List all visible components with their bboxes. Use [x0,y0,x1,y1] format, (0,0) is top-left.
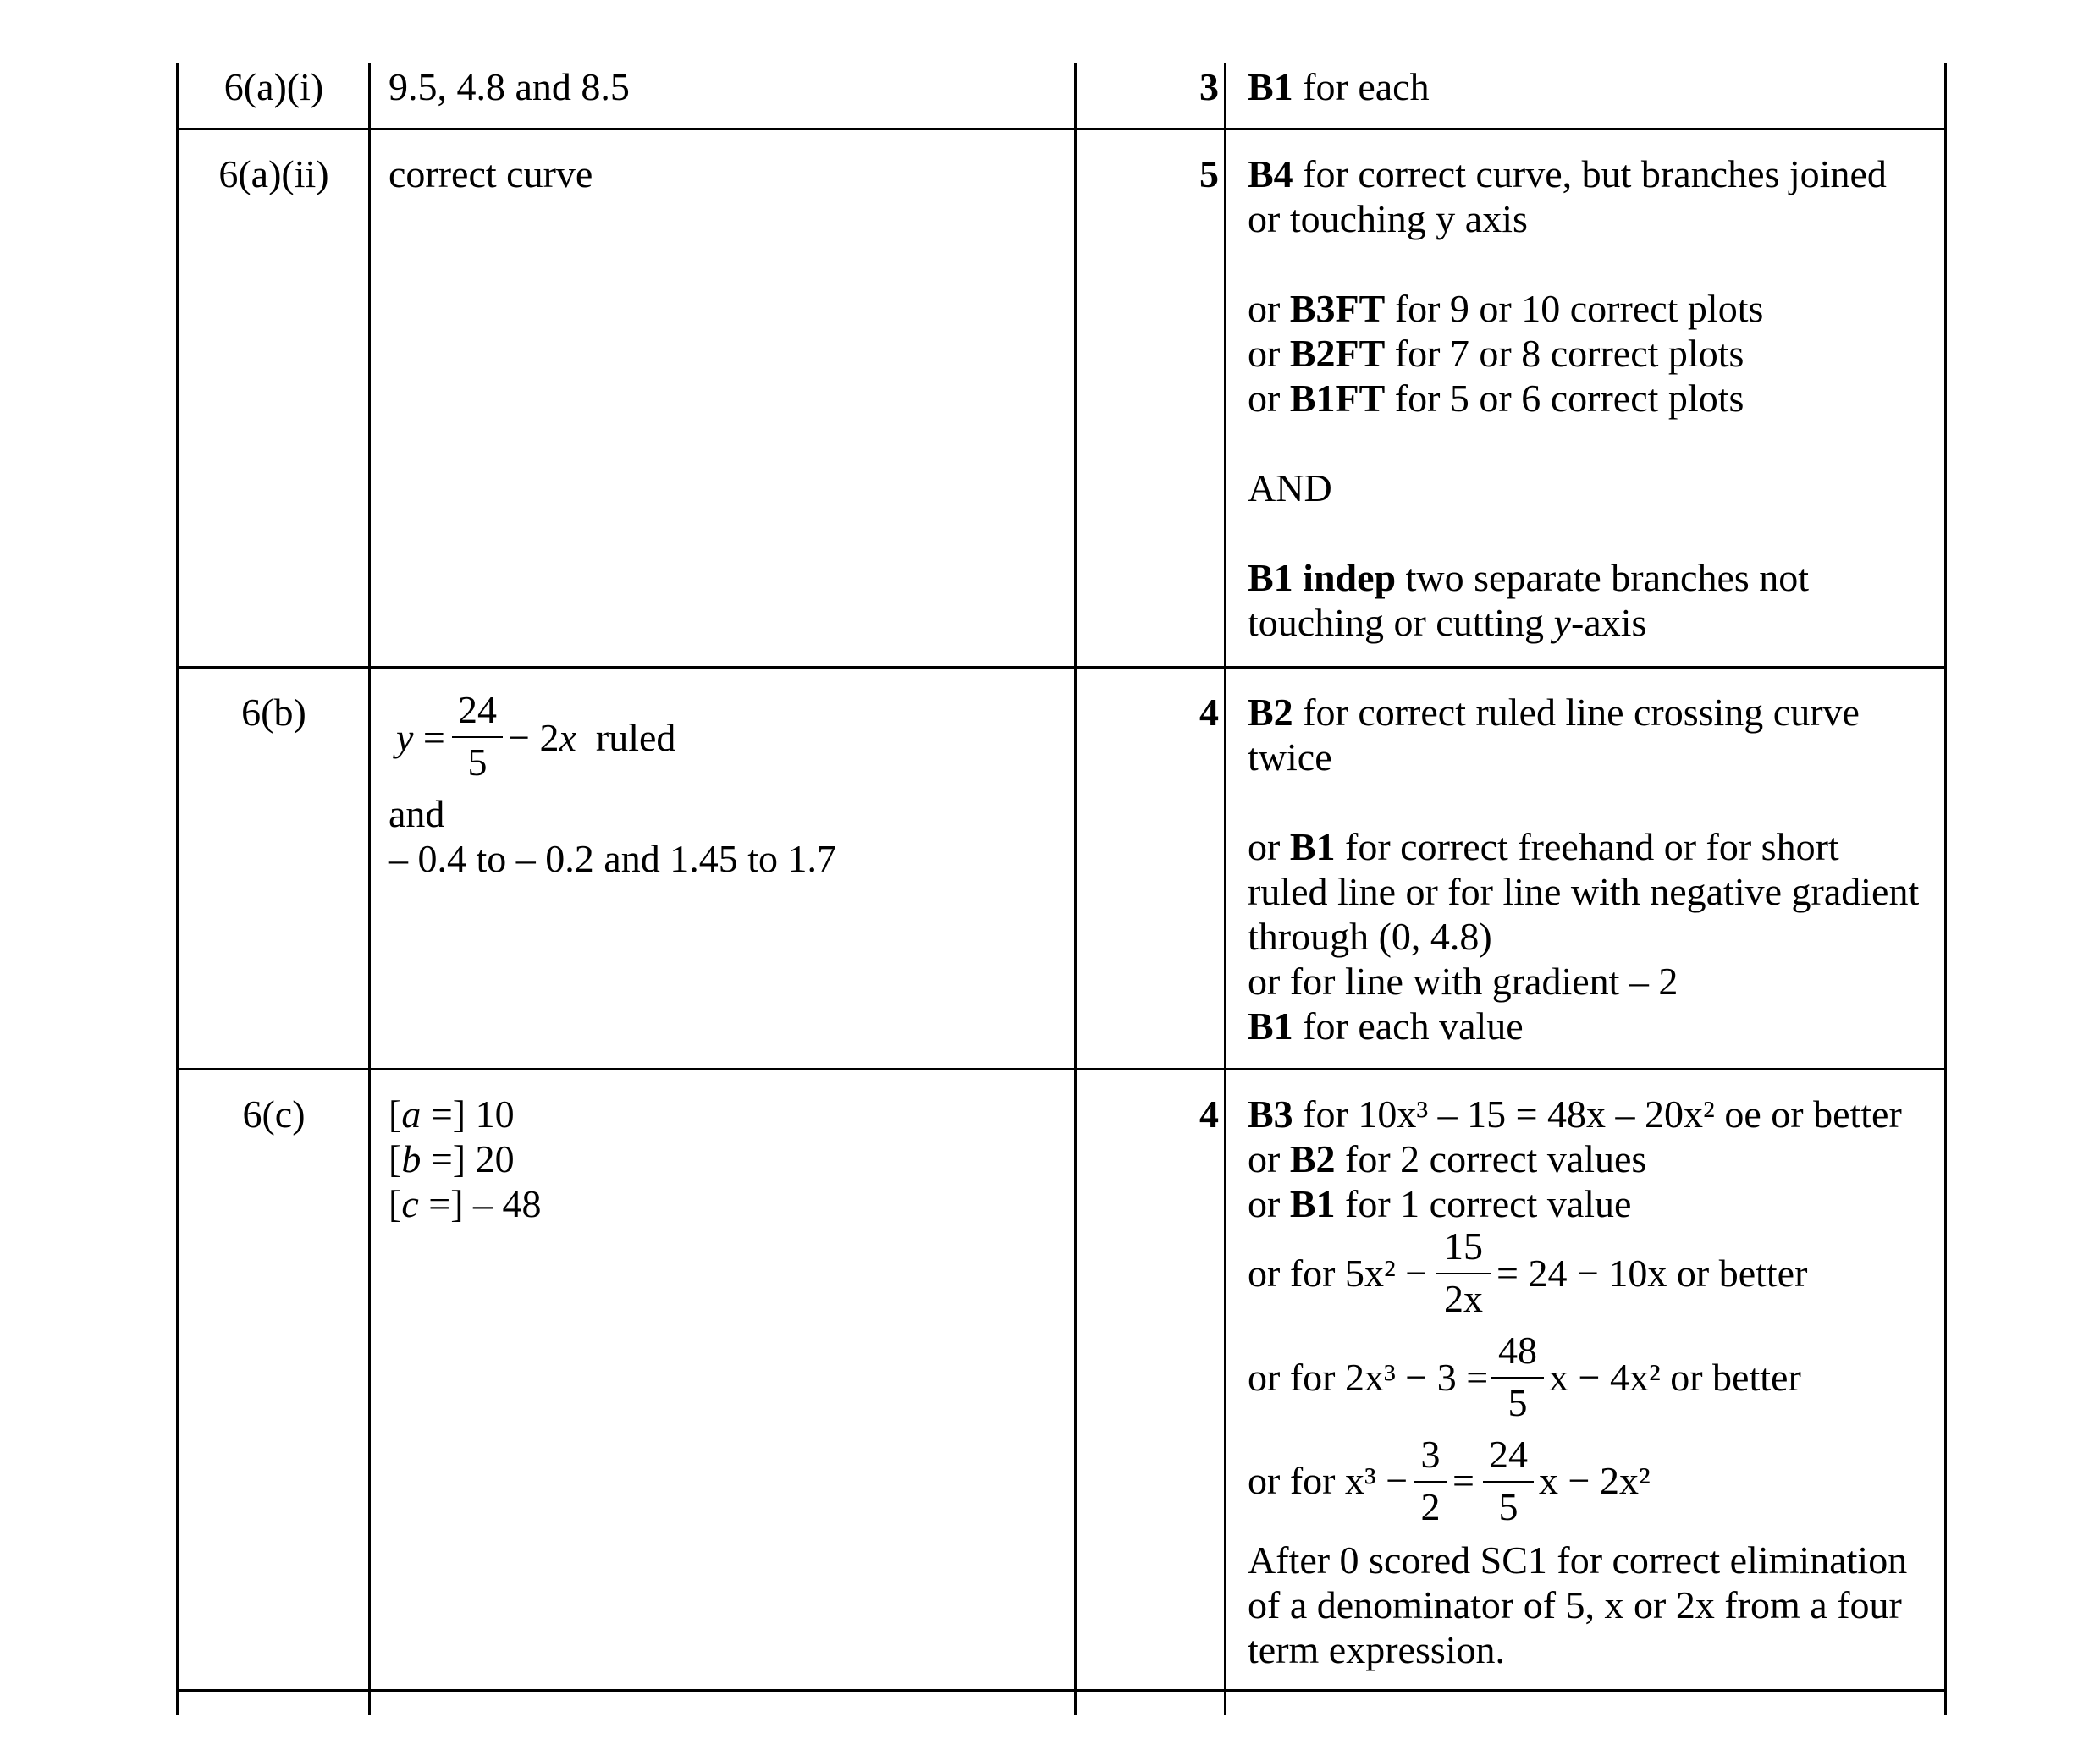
marks-value: 4 [1199,691,1219,734]
marks-value: 5 [1199,152,1219,195]
answer-text: [b =] 20 [389,1137,515,1180]
guidance-line: of a denominator of 5, x or 2x from a four [1248,1583,1902,1626]
guidance-line: or B1FT for 5 or 6 correct plots [1248,377,1744,420]
guidance-line: or for line with gradient – 2 [1248,960,1678,1003]
answer-text: and [389,792,445,835]
guidance-line: twice [1248,735,1332,779]
guidance-line: B2 for correct ruled line crossing curve [1248,691,1860,734]
guidance-line: term expression. [1248,1628,1506,1671]
row-divider [176,1689,1947,1692]
table-left-border [176,63,179,1715]
guidance-line: AND [1248,466,1332,509]
guidance-line: or B3FT for 9 or 10 correct plots [1248,287,1764,330]
guidance-line: After 0 scored SC1 for correct elimination [1248,1538,1908,1582]
marks-value: 4 [1199,1092,1219,1136]
guidance-line: B4 for correct curve, but branches joined [1248,152,1887,195]
table-right-border [1944,63,1947,1715]
guidance-line: or B1 for 1 correct value [1248,1182,1632,1225]
column-divider-answer [1074,63,1077,1715]
guidance-line: or touching y axis [1248,197,1528,240]
guidance-line: B1 for each value [1248,1004,1524,1048]
answer-text: [a =] 10 [389,1092,515,1136]
question-number: 6(b) [241,691,306,734]
guidance-line: B1 for each [1248,65,1430,108]
question-number: 6(a)(i) [223,65,324,108]
guidance-line: touching or cutting y-axis [1248,601,1647,644]
answer-text: – 0.4 to – 0.2 and 1.45 to 1.7 [389,837,836,880]
guidance-line: or B1 for correct freehand or for short [1248,825,1839,868]
guidance-line: B1 indep two separate branches not [1248,556,1810,599]
column-divider-question [368,63,371,1715]
answer-text: [c =] – 48 [389,1182,542,1225]
guidance-line: through (0, 4.8) [1248,915,1492,958]
guidance-line: B3 for 10x³ – 15 = 48x – 20x² oe or better [1248,1092,1902,1136]
marks-value: 3 [1199,65,1219,108]
row-divider [176,128,1947,130]
column-divider-marks [1224,63,1226,1715]
guidance-line: or B2 for 2 correct values [1248,1137,1647,1180]
guidance-line: or B2FT for 7 or 8 correct plots [1248,332,1744,375]
answer-text: correct curve [389,152,593,195]
row-divider [176,666,1947,669]
guidance-line: ruled line or for line with negative gradient [1248,870,1920,913]
row-divider [176,1068,1947,1070]
answer-text: 9.5, 4.8 and 8.5 [389,65,630,108]
question-number: 6(a)(ii) [218,152,329,195]
question-number: 6(c) [242,1092,306,1136]
